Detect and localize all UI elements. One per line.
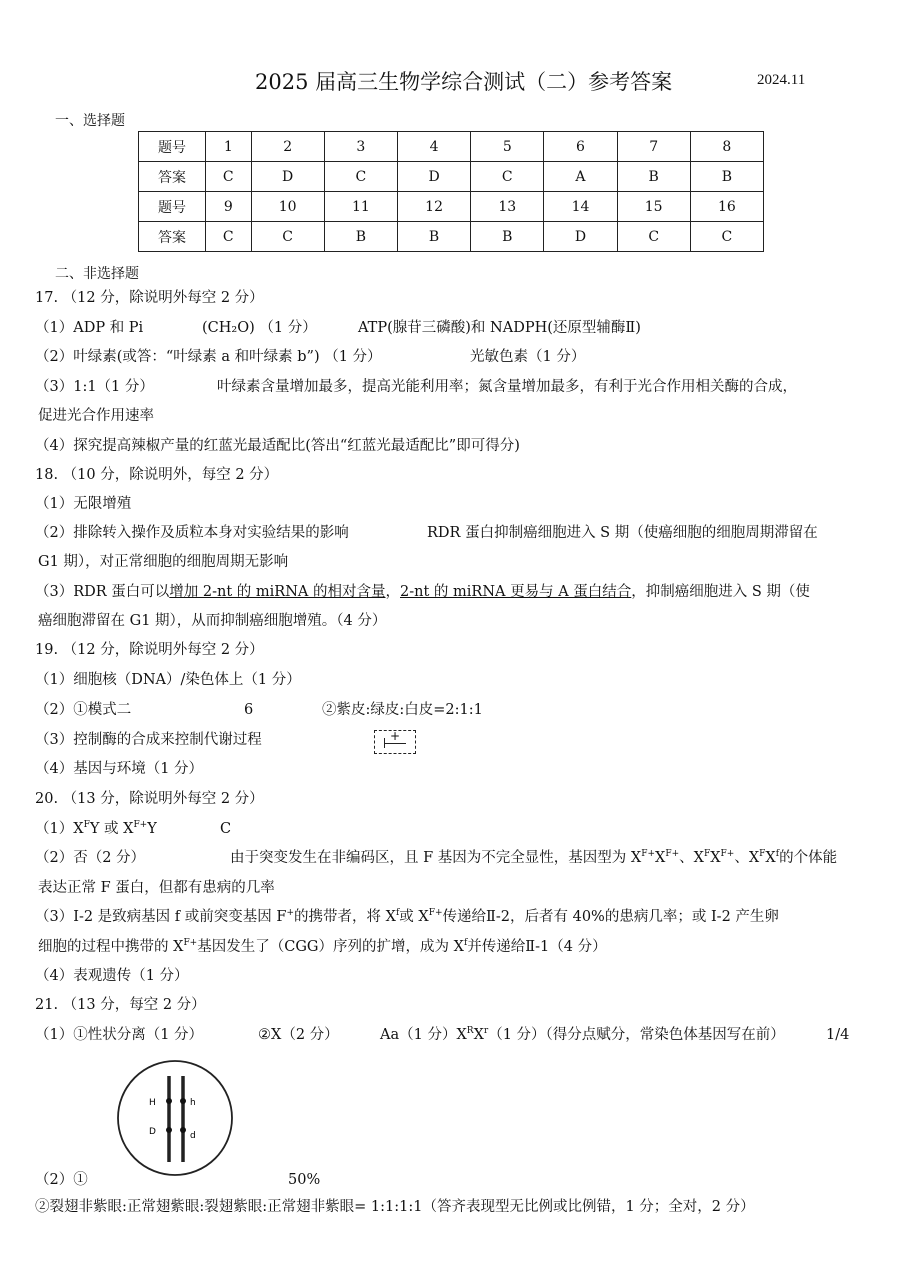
- answer-table-cell: C: [206, 162, 252, 192]
- date-label: 2024.11: [757, 72, 806, 88]
- q19-answer-2c: ②紫皮:绿皮:白皮=2:1:1: [322, 702, 483, 718]
- q20-a2b-sup6: f: [775, 849, 780, 860]
- answer-table-row: [139, 222, 764, 252]
- answer-table-cell: B: [324, 222, 397, 252]
- answer-table-cell: 4: [397, 132, 470, 162]
- q20-a3c-sup1: F+: [183, 938, 198, 949]
- q21-answer-2b: 50%: [288, 1172, 321, 1188]
- q20-answer-1b: C: [220, 821, 232, 837]
- q18-answer-2: （2）排除转入操作及质粒本身对实验结果的影响: [35, 525, 349, 541]
- q21-a1c-t3: （1 分）（得分点赋分，常染色体基因写在前）: [488, 1027, 785, 1043]
- locus-H: [166, 1098, 172, 1104]
- q18-answer-3c: 癌细胞滞留在 G1 期），从而抑制癌细胞增殖。（4 分）: [38, 613, 387, 629]
- label-d: d: [190, 1131, 196, 1141]
- q21-a1c-t1: Aa（1 分）X: [380, 1027, 467, 1043]
- answer-table-cell: D: [251, 162, 324, 192]
- q18-answer-2b: RDR 蛋白抑制癌细胞进入 S 期（使癌细胞的细胞周期滞留在: [427, 525, 818, 541]
- q21-answer-1c: [380, 1025, 785, 1045]
- q20-a2b-t5: X: [765, 850, 776, 866]
- q18-heading: 18. （10 分，除说明外，每空 2 分）: [35, 467, 279, 483]
- q20-a3-sup2: f: [395, 908, 400, 919]
- answer-table-cell: 15: [617, 192, 690, 222]
- q20-a1-t2: Y 或 X: [89, 821, 134, 837]
- locus-h: [180, 1098, 186, 1104]
- answer-table-cell: 6: [544, 132, 617, 162]
- q17-answer-2: （2）叶绿素(或答：“叶绿素 a 和叶绿素 b”) （1 分）: [35, 349, 382, 365]
- q19-answer-1: （1）细胞核（DNA）/染色体上（1 分）: [35, 672, 301, 688]
- q20-a2b-sup3: F: [703, 849, 711, 860]
- q20-answer-3c: [38, 937, 607, 957]
- q20-answer-2b: [230, 848, 837, 868]
- q19-answer-2: （2）①模式二: [35, 702, 132, 718]
- symbol-box: [374, 730, 416, 754]
- q17-answer-1b: (CH₂O) （1 分）: [202, 320, 317, 336]
- cell-outline: [118, 1061, 232, 1175]
- q20-a3c-t3: 并传递给Ⅱ-1（4 分）: [467, 939, 607, 955]
- answer-table-cell: 13: [471, 192, 544, 222]
- q21-answer-1: （1）①性状分离（1 分）: [35, 1027, 204, 1043]
- plus-icon: +: [390, 729, 401, 743]
- q19-heading: 19. （12 分，除说明外每空 2 分）: [35, 642, 264, 658]
- locus-d: [180, 1127, 186, 1133]
- q17-answer-1: （1）ADP 和 Pi: [35, 320, 144, 336]
- q20-a3c-t1: 细胞的过程中携带的 X: [38, 939, 184, 955]
- answer-table-cell: 10: [251, 192, 324, 222]
- q20-answer-1: [35, 819, 157, 839]
- q18-answer-1: （1）无限增殖: [35, 496, 132, 512]
- q21-answer-2: （2）①: [35, 1172, 88, 1188]
- answer-table-header-cell: 题号: [139, 132, 206, 162]
- q20-answer-2: （2）否（2 分）: [35, 850, 146, 866]
- answer-table-cell: A: [544, 162, 617, 192]
- q20-a1-sup2: F+: [133, 820, 148, 831]
- q18-answer-3-underline-2: 2-nt 的 miRNA 更易与 A 蛋白结合: [400, 584, 632, 600]
- answer-table-cell: D: [397, 162, 470, 192]
- q17-answer-3: （3）1:1（1 分）: [35, 379, 154, 395]
- q21-answer-1d: 1/4: [826, 1027, 850, 1043]
- answer-table-cell: C: [324, 162, 397, 192]
- q21-a1c-sup1: R: [466, 1026, 474, 1037]
- q21-a1c-sup2: r: [483, 1026, 489, 1037]
- answer-table-header-cell: 答案: [139, 222, 206, 252]
- q21-a1c-t2: X: [473, 1027, 484, 1043]
- q20-a2b-sup5: F: [759, 849, 766, 860]
- q20-answer-4: （4）表观遗传（1 分）: [35, 968, 189, 984]
- answer-table: [138, 131, 764, 252]
- answer-table-cell: 2: [251, 132, 324, 162]
- symbol-bar: [384, 743, 406, 744]
- answer-table-cell: C: [471, 162, 544, 192]
- q20-a1-t1: （1）X: [35, 821, 84, 837]
- answer-table-cell: 9: [206, 192, 252, 222]
- locus-D: [166, 1127, 172, 1133]
- q20-a2b-suffix: 的个体能: [779, 850, 838, 866]
- q20-a3-t2: 的携带者，将 X: [294, 909, 396, 925]
- answer-table-cell: D: [544, 222, 617, 252]
- answer-table-cell: 14: [544, 192, 617, 222]
- q20-a2b-t4: 、X: [734, 850, 760, 866]
- answer-table-cell: 11: [324, 192, 397, 222]
- q18-answer-3: [35, 582, 810, 602]
- answer-table-cell: 8: [690, 132, 763, 162]
- q20-a3c-sup2: f: [463, 938, 468, 949]
- q20-a3-t4: 传递给Ⅱ-2，后者有 40%的患病几率；或 I-2 产生卵: [442, 909, 779, 925]
- answer-table-cell: B: [690, 162, 763, 192]
- label-H: H: [149, 1098, 156, 1108]
- answer-table-cell: 16: [690, 192, 763, 222]
- answer-table-cell: 12: [397, 192, 470, 222]
- q20-a2b-text: 由于突变发生在非编码区，且 F 基因为不完全显性，基因型为 X: [230, 850, 642, 866]
- q20-heading: 20. （13 分，除说明外每空 2 分）: [35, 791, 264, 807]
- answer-table-cell: C: [251, 222, 324, 252]
- answer-table-cell: B: [617, 162, 690, 192]
- q20-a2b-t2: 、X: [679, 850, 704, 866]
- answer-table-header-cell: 答案: [139, 162, 206, 192]
- q20-a2b-sup1: F+: [641, 849, 656, 860]
- q20-a2b-t1: X: [655, 850, 666, 866]
- q20-a2b-sup4: F+: [720, 849, 735, 860]
- q17-answer-4: （4）探究提高辣椒产量的红蓝光最适配比(答出“红蓝光最适配比”即可得分): [35, 438, 520, 454]
- answer-table-cell: 3: [324, 132, 397, 162]
- label-h: h: [190, 1098, 196, 1108]
- q20-a1-sup1: F: [83, 820, 90, 831]
- q18-answer-3-prefix: （3）RDR 蛋白可以: [35, 584, 170, 600]
- answer-table-cell: 5: [471, 132, 544, 162]
- q18-answer-2c: G1 期），对正常细胞的细胞周期无影响: [38, 554, 289, 570]
- answer-table-cell: 1: [206, 132, 252, 162]
- q17-answer-2b: 光敏色素（1 分）: [470, 349, 586, 365]
- q20-a3-sup3: F+: [428, 908, 443, 919]
- answer-table-row: [139, 162, 764, 192]
- q20-a3-t3: 或 X: [399, 909, 429, 925]
- q21-answer-2c: ②裂翅非紫眼:正常翅紫眼:裂翅紫眼:正常翅非紫眼= 1:1:1:1（答齐表现型无比例或比例错，1 分；全对，2 分）: [35, 1199, 755, 1215]
- answer-table-cell: C: [617, 222, 690, 252]
- q20-a2b-t3: X: [710, 850, 721, 866]
- label-D: D: [149, 1127, 156, 1137]
- q20-a1-t3: Y: [147, 821, 157, 837]
- section-choice-heading: 一、选择题: [55, 113, 125, 129]
- answer-table-row: [139, 192, 764, 222]
- q18-answer-3-suffix: ，抑制癌细胞进入 S 期（使: [631, 584, 810, 600]
- section-nonchoice-heading: 二、非选择题: [55, 266, 139, 282]
- q20-answer-2c: 表达正常 F 蛋白，但都有患病的几率: [38, 880, 275, 896]
- page-title: 2025 届高三生物学综合测试（二）参考答案: [255, 70, 673, 94]
- answer-table-cell: B: [397, 222, 470, 252]
- q20-a3c-t2: 基因发生了（CGG）序列的扩增，成为 X: [197, 939, 464, 955]
- q20-a3-sup1: +: [286, 908, 294, 919]
- q19-answer-2b: 6: [244, 702, 254, 718]
- cell-chromosome-diagram: [115, 1058, 235, 1178]
- q20-answer-3: [35, 907, 779, 927]
- q21-heading: 21. （13 分，每空 2 分）: [35, 997, 206, 1013]
- q17-answer-3c: 促进光合作用速率: [38, 408, 154, 424]
- q21-answer-1b: ②X（2 分）: [258, 1027, 339, 1043]
- q19-answer-4: （4）基因与环境（1 分）: [35, 761, 204, 777]
- answer-table-cell: C: [690, 222, 763, 252]
- answer-table-cell: C: [206, 222, 252, 252]
- q18-answer-3-underline-1: 增加 2-nt 的 miRNA 的相对含量: [169, 584, 386, 600]
- answer-table-row: [139, 132, 764, 162]
- q17-heading: 17. （12 分，除说明外每空 2 分）: [35, 290, 264, 306]
- q20-a2b-sup2: F+: [665, 849, 680, 860]
- q17-answer-1c: ATP(腺苷三磷酸)和 NADPH(还原型辅酶Ⅱ): [358, 320, 641, 336]
- answer-table-header-cell: 题号: [139, 192, 206, 222]
- answer-table-cell: B: [471, 222, 544, 252]
- q18-answer-3-separator: ，: [385, 584, 400, 600]
- q20-a3-t1: （3）I-2 是致病基因 f 或前突变基因 F: [35, 909, 287, 925]
- q17-answer-3b: 叶绿素含量增加最多，提高光能利用率；氮含量增加最多，有利于光合作用相关酶的合成，: [217, 379, 797, 395]
- answer-table-cell: 7: [617, 132, 690, 162]
- q19-answer-3: （3）控制酶的合成来控制代谢过程: [35, 732, 262, 748]
